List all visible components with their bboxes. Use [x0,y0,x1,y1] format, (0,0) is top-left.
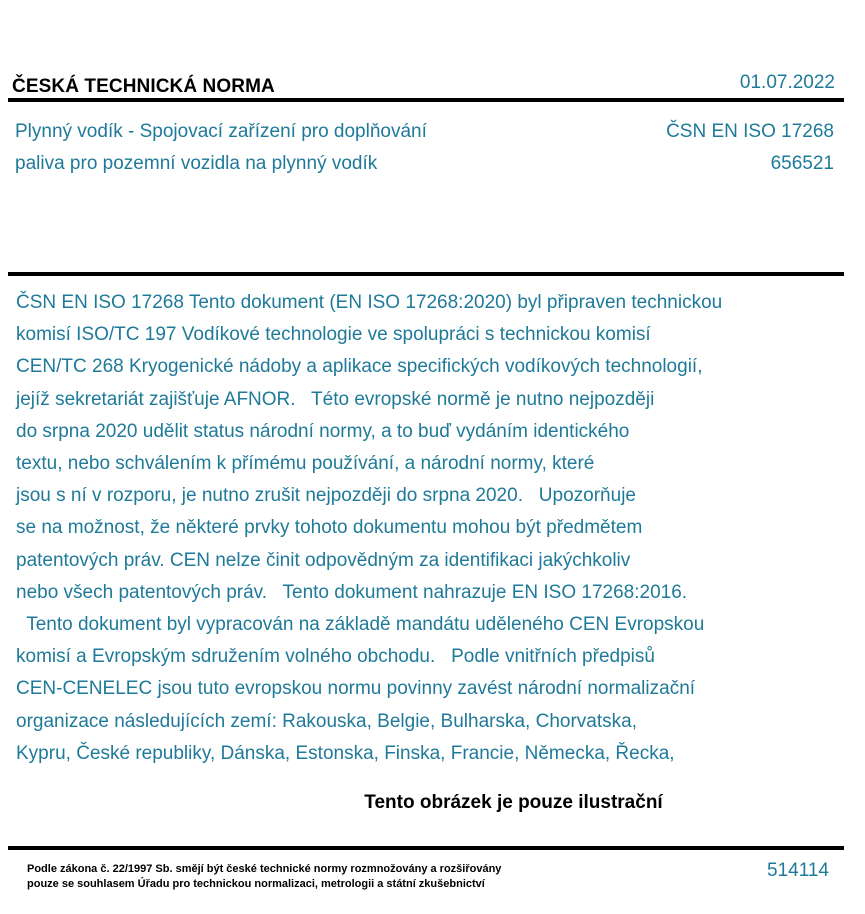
body-line: ČSN EN ISO 17268 Tento dokument (EN ISO 17268:2020) byl připraven technickou [16,292,723,313]
header-rule [8,98,844,102]
norm-title-line: paliva pro pozemní vozidla na plynný vodík [15,153,378,174]
norm-annotation-text [16,287,846,770]
body-line: komisí ISO/TC 197 Vodíkové technologie ve spolupráci s technickou komisí [16,324,651,346]
body-line: CEN/TC 268 Kryogenické nádoby a aplikace specifických vodíkových technologií, [16,356,703,378]
norm-identifiers [666,116,834,180]
body-line: jsou s ní v rozporu, je nutno zrušit nejpozději do srpna 2020. Upozorňuje [16,485,636,507]
copyright-line: pouze se souhlasem Úřadu pro technickou normalizaci, metrologii a státní zkušebnictví [27,878,485,890]
catalog-number: 514114 [767,860,829,881]
body-line: se na možnost, že některé prvky tohoto dokumentu mohou být předmětem [16,517,643,539]
body-line: textu, nebo schválením k přímému používání, a národní normy, které [16,453,595,475]
document-type-heading: ČESKÁ TECHNICKÁ NORMA [12,76,275,97]
body-line: komisí a Evropským sdružením volného obchodu. Podle vnitřních předpisů [16,646,655,668]
body-line: CEN-CENELEC jsou tuto evropskou normu povinny zavést národní normalizační [16,678,696,700]
body-line: patentových práv. CEN nelze činit odpovědným za identifikaci jakýchkoliv [16,549,631,571]
footer-rule [8,846,844,850]
body-line: Kypru, České republiky, Dánska, Estonska, Finska, Francie, Německa, Řecka, [16,742,675,764]
copyright-line: Podle zákona č. 22/1997 Sb. smějí být české technické normy rozmnožovány a rozšiřovány [27,863,502,875]
publication-date: 01.07.2022 [739,72,835,93]
norm-title-line: Plynný vodík - Spojovací zařízení pro doplňování [15,121,427,142]
body-line: do srpna 2020 udělit status národní normy, a to buď vydáním identického [16,420,630,442]
norm-title [15,116,427,180]
body-line: Tento dokument byl vypracován na základě mandátu uděleného CEN Evropskou [16,614,705,636]
norm-designation: ČSN EN ISO 17268 [666,121,834,142]
body-line: nebo všech patentových práv. Tento dokument nahrazuje EN ISO 17268:2016. [16,581,688,603]
copyright-notice [27,862,501,892]
body-line: jejíž sekretariát zajišťuje AFNOR. Této evropské normě je nutno nejpozději [16,388,655,410]
norm-class-number: 656521 [770,153,834,174]
illustration-notice: Tento obrázek je pouze ilustrační [364,792,663,813]
body-line: organizace následujících zemí: Rakouska, Belgie, Bulharska, Chorvatska, [16,710,637,732]
section-rule [8,272,844,276]
